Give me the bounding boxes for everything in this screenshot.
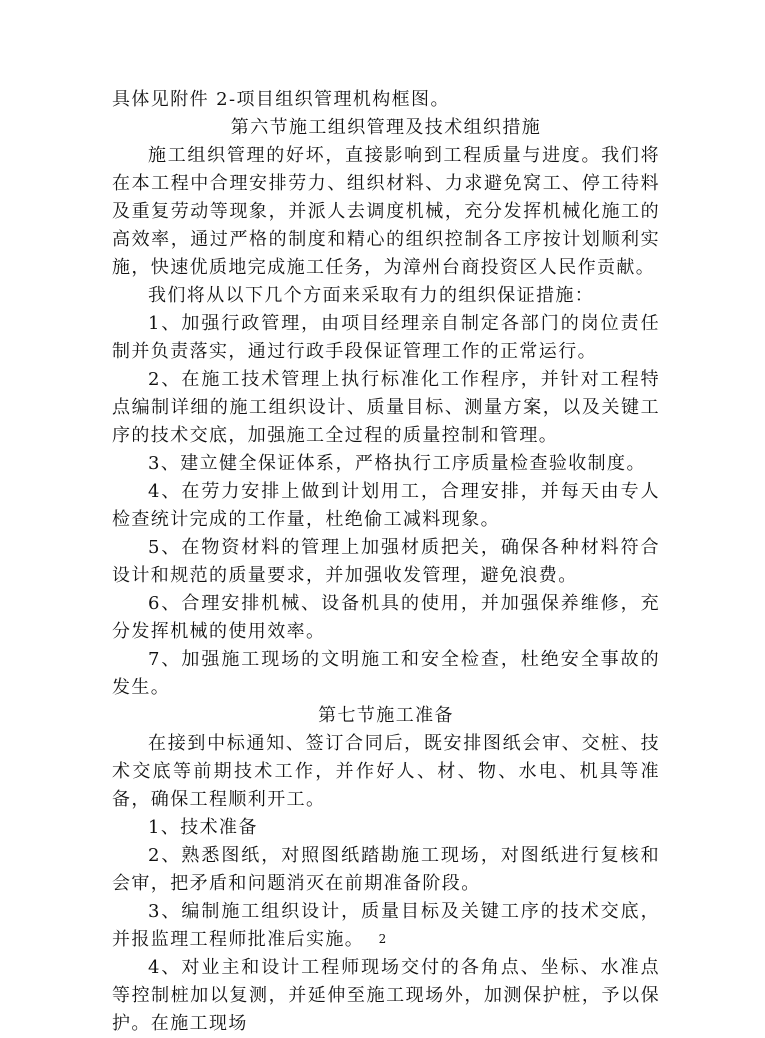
page-number: 2 [378, 932, 387, 946]
list-item-prep-3: 3、编制施工组织设计，质量目标及关键工序的技术交底，并报监理工程师批准后实施。 [112, 901, 660, 950]
document-body [112, 86, 660, 1038]
list-item-measure-5: 5、在物资材料的管理上加强材质把关，确保各种材料符合设计和规范的质量要求，并加强收发管理，避免浪费。 [112, 537, 660, 586]
list-item-measure-4: 4、在劳力安排上做到计划用工，合理安排，并每天由专人检查统计完成的工作量，杜绝偷工减料现象。 [112, 481, 660, 530]
list-item-measure-7: 7、加强施工现场的文明施工和安全检查，杜绝安全事故的发生。 [112, 649, 660, 698]
list-item-prep-2: 2、熟悉图纸，对照图纸踏勘施工现场，对图纸进行复核和会审，把矛盾和问题消灭在前期准备阶段。 [112, 845, 660, 894]
list-item-measure-1: 1、加强行政管理，由项目经理亲自制定各部门的岗位责任制并负责落实，通过行政手段保证管理工作的正常运行。 [112, 313, 660, 362]
list-item-prep-1: 1、技术准备 [148, 817, 258, 838]
section-heading-6: 第六节施工组织管理及技术组织措施 [230, 117, 542, 138]
paragraph-attachment-ref: 具体见附件 2-项目组织管理机构框图。 [112, 89, 450, 110]
paragraph-measures-lead: 我们将从以下几个方面来采取有力的组织保证措施： [148, 285, 595, 306]
paragraph-intro: 施工组织管理的好坏，直接影响到工程质量与进度。我们将在本工程中合理安排劳力、组织材料、力求避免窝工、停工待料及重复劳动等现象，并派人去调度机械，充分发挥机械化施工的高效率，通过严格的制度和精心的组织控制各工序按计划顺利实施，快速优质地完成施工任务，为漳州台商投资区人民作贡献。 [112, 145, 660, 278]
list-item-measure-2: 2、在施工技术管理上执行标准化工作程序，并针对工程特点编制详细的施工组织设计、质量目标、测量方案，以及关键工序的技术交底，加强施工全过程的质量控制和管理。 [112, 369, 660, 446]
list-item-prep-4: 4、对业主和设计工程师现场交付的各角点、坐标、水准点等控制桩加以复测，并延伸至施工现场外，加测保护桩，予以保护。在施工现场 [112, 957, 660, 1034]
list-item-measure-3: 3、建立健全保证体系，严格执行工序质量检查验收制度。 [148, 453, 646, 474]
list-item-measure-6: 6、合理安排机械、设备机具的使用，并加强保养维修，充分发挥机械的使用效率。 [112, 593, 660, 642]
section-heading-7: 第七节施工准备 [318, 705, 454, 726]
paragraph-preparation-intro: 在接到中标通知、签订合同后，既安排图纸会审、交桩、技术交底等前期技术工作，并作好人、材、物、水电、机具等准备，确保工程顺利开工。 [112, 733, 660, 810]
